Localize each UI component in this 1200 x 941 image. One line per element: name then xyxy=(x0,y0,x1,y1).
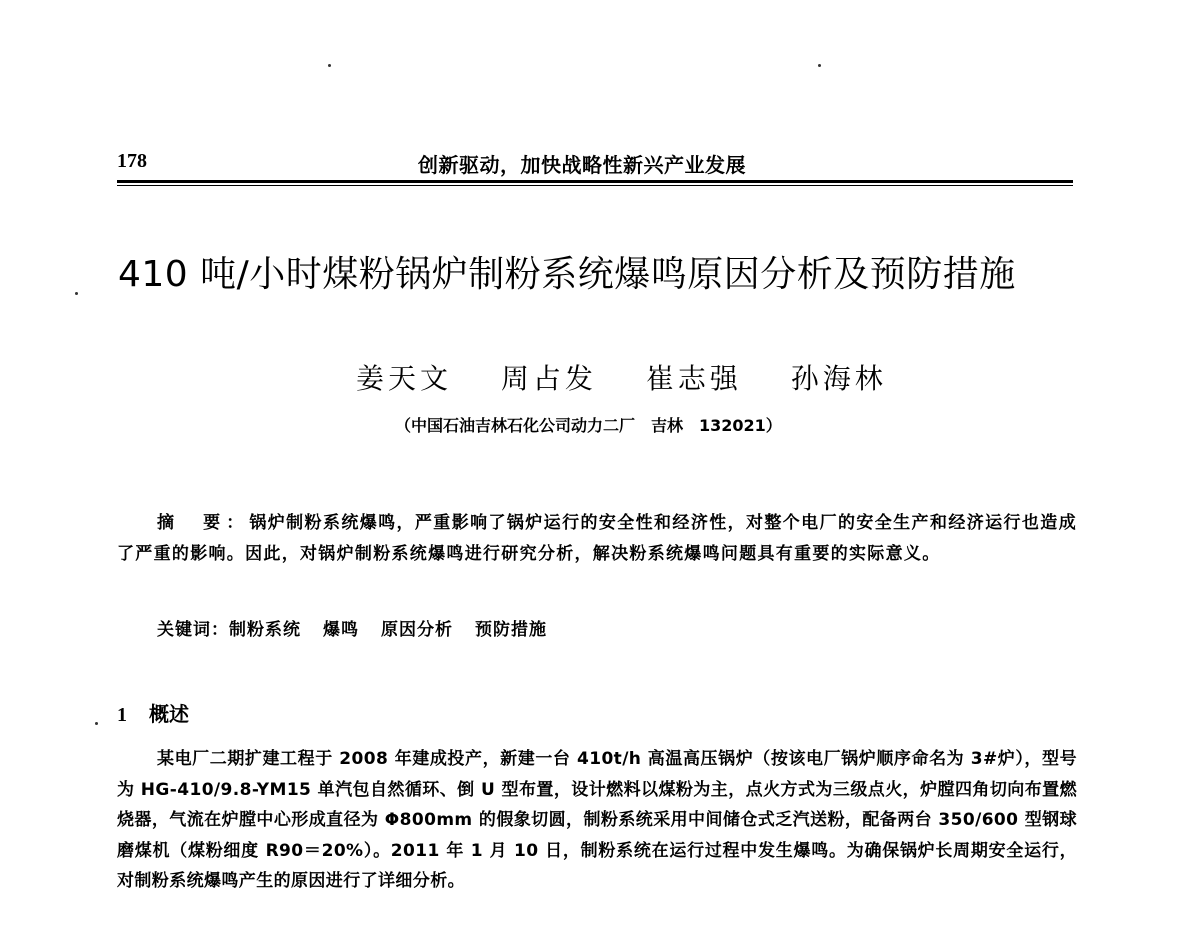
keyword: 原因分析 xyxy=(381,620,453,640)
scan-speck xyxy=(75,292,78,295)
section-title: 概述 xyxy=(149,702,189,726)
affiliation: （中国石油吉林石化公司动力二厂 吉林 132021） xyxy=(395,416,782,435)
keyword: 爆鸣 xyxy=(323,620,359,640)
abstract xyxy=(117,508,1077,570)
header-rule-thin xyxy=(117,185,1073,186)
section-number: 1 xyxy=(117,704,127,726)
author-name: 孙海林 xyxy=(790,362,887,395)
keyword: 制粉系统 xyxy=(229,620,301,640)
scan-speck xyxy=(95,722,98,725)
scan-speck xyxy=(818,64,821,67)
author-name: 崔志强 xyxy=(645,362,742,395)
abstract-text: 锅炉制粉系统爆鸣，严重影响了锅炉运行的安全性和经济性，对整个电厂的安全生产和经济运行也造成了严重的影响。因此，对锅炉制粉系统爆鸣进行研究分析，解决粉系统爆鸣问题具有重要的实际意义。 xyxy=(117,513,1077,564)
keyword: 预防措施 xyxy=(475,620,547,640)
page-number: 178 xyxy=(117,150,147,172)
author-list xyxy=(356,357,927,397)
header-rule-thick xyxy=(117,180,1073,183)
keywords xyxy=(157,615,569,640)
keywords-label: 关键词： xyxy=(157,620,229,640)
scan-speck xyxy=(328,64,331,67)
author-name: 姜天文 xyxy=(356,362,453,395)
article-title: 410 吨/小时煤粉锅炉制粉系统爆鸣原因分析及预防措施 xyxy=(118,254,1016,295)
section-body: 某电厂二期扩建工程于 2008 年建成投产，新建一台 410t/h 高温高压锅炉（按该电厂锅炉顺序命名为 3#炉），型号为 HG-410/9.8-YM15 单汽包自然循环、倒 U 型布置，设计燃料以煤粉为主，点火方式为三级点火，炉膛四角切向布置燃烧器，气流在炉膛中心形成直径为 Φ800mm 的假象切圆，制粉系统采用中间储仓式乏汽送粉，配备两台 350/600 型钢球磨煤机（煤粉细度 R90＝20%）。2011 年 1 月 10 日，制粉系统在运行过程中发生爆鸣。为确保锅炉长周期安全运行，对制粉系统爆鸣产生的原因进行了详细分析。 xyxy=(117,749,1077,891)
abstract-label: 摘 要： xyxy=(157,513,250,533)
author-name: 周占发 xyxy=(500,362,597,395)
section-heading xyxy=(117,698,189,727)
running-title: 创新驱动，加快战略性新兴产业发展 xyxy=(418,153,746,177)
